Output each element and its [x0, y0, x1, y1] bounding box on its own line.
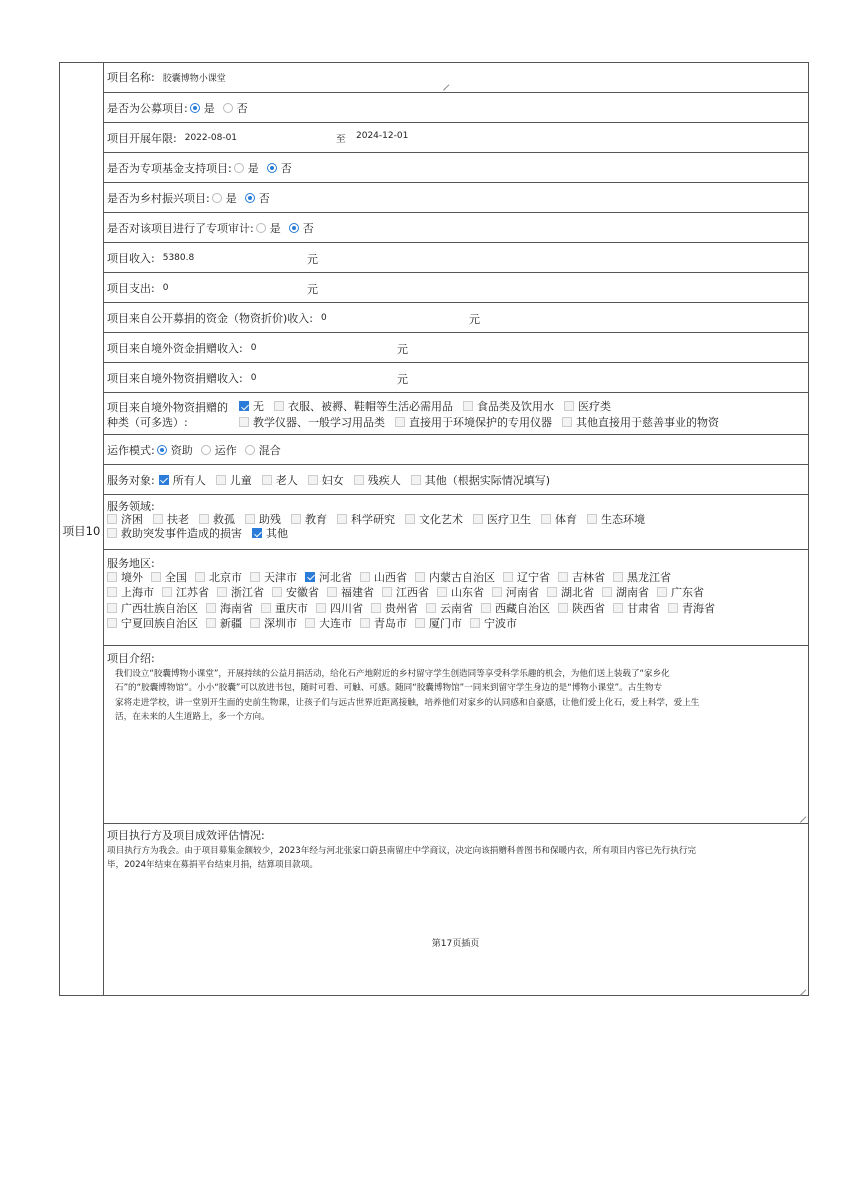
option-label: 全国 — [165, 570, 187, 584]
targets-label: 服务对象: — [107, 473, 155, 487]
option-label: 宁波市 — [484, 617, 517, 631]
period-end-field[interactable]: 2024-12-01 — [356, 131, 409, 141]
option-label: 教学仪器、一般学习用品类 — [253, 416, 385, 429]
special-fund-label: 是否为专项基金支持项目: — [107, 161, 232, 175]
checkbox-icon[interactable] — [153, 514, 163, 524]
checkbox-icon[interactable] — [316, 603, 326, 613]
checkbox-option[interactable] — [162, 584, 209, 600]
checkbox-option[interactable] — [558, 600, 605, 616]
goods-food-checkbox[interactable] — [463, 401, 473, 411]
option-label: 救孤 — [213, 513, 235, 526]
expense-row — [103, 273, 808, 303]
special-fund-yes-radio[interactable] — [234, 163, 244, 173]
goods-medical-checkbox[interactable] — [564, 401, 574, 411]
evaluation-row — [103, 824, 808, 996]
intro-row — [103, 646, 808, 824]
option-label: 混合 — [258, 443, 281, 457]
checkbox-icon[interactable] — [107, 528, 117, 538]
checkbox-option[interactable] — [262, 472, 298, 488]
checkbox-icon[interactable] — [272, 587, 282, 597]
checkbox-option[interactable] — [411, 472, 550, 488]
intro-line: 我们设立“胶囊博物小课堂”，开展持续的公益月捐活动，给化石产地附近的乡村留守学生创造同等享受科学乐趣的机会，为他们送上装载了“家乡化 — [115, 669, 670, 679]
option-label: 贵州省 — [385, 601, 418, 615]
checkbox-option[interactable] — [305, 569, 352, 585]
option-label: 生态环境 — [601, 513, 645, 526]
public-fundraising-row — [103, 93, 808, 123]
option-label: 云南省 — [440, 601, 473, 615]
option-label: 衣服、被褥、鞋帽等生活必需用品 — [288, 400, 453, 413]
checkbox-icon[interactable] — [162, 587, 172, 597]
page-note: 第17页插页 — [431, 939, 480, 949]
checkbox-icon[interactable] — [327, 587, 337, 597]
option-label: 湖南省 — [616, 586, 649, 600]
checkbox-option[interactable] — [261, 600, 308, 616]
public-funds-field[interactable]: 0 — [321, 312, 327, 323]
option-label: 境外 — [121, 570, 143, 584]
regions-label: 服务地区: — [107, 557, 155, 570]
option-label: 吉林省 — [572, 570, 605, 584]
intro-line: 家将走进学校，讲一堂别开生面的史前生物课，让孩子们与远古世界近距离接触，培养他们对家乡的认同感和自豪感，让他们爱上化石，爱上科学，爱上生 — [115, 697, 700, 708]
checkbox-option[interactable] — [107, 600, 198, 616]
checkbox-icon[interactable] — [382, 587, 392, 597]
option-label: 直接用于环境保护的专用仪器 — [409, 416, 552, 429]
rural-yes-radio[interactable] — [212, 193, 222, 203]
checkbox-option[interactable] — [337, 511, 395, 527]
evaluation-line: 毕，2024年结束在募捐平台结束月捐，结算项目款项。 — [107, 860, 318, 871]
checkbox-option[interactable] — [272, 584, 319, 600]
period-row — [103, 123, 808, 153]
foreign-funds-unit: 元 — [397, 343, 408, 356]
audit-label: 是否对该项目进行了专项审计: — [107, 221, 254, 235]
resize-handle-icon[interactable] — [443, 83, 449, 89]
checkbox-icon[interactable] — [250, 572, 260, 582]
goods-environment-checkbox[interactable] — [395, 417, 405, 427]
audit-row — [103, 213, 808, 243]
option-label: 大连市 — [319, 617, 352, 631]
fields-row — [103, 495, 808, 550]
resize-handle-icon[interactable] — [800, 815, 806, 821]
public-funds-row — [103, 303, 808, 333]
checkbox-icon[interactable] — [354, 475, 364, 485]
checkbox-option[interactable] — [159, 472, 206, 488]
option-label: 天津市 — [264, 570, 297, 584]
checkbox-icon[interactable] — [470, 618, 480, 628]
regions-line — [103, 616, 808, 632]
checkbox-icon[interactable] — [107, 587, 117, 597]
public-fundraising-no-radio[interactable] — [223, 103, 233, 113]
checkbox-option[interactable] — [354, 472, 401, 488]
goods-other-checkbox[interactable] — [562, 417, 572, 427]
checkbox-option[interactable] — [558, 569, 605, 585]
option-label: 山东省 — [451, 586, 484, 600]
regions-row — [103, 550, 808, 646]
checkbox-option[interactable] — [206, 615, 242, 631]
intro-line: 石”的“胶囊博物馆”。小小“胶囊”可以放进书包，随时可看、可触、可感。随同“胶囊博物馆”一同来到留守学生身边的是“博物小课堂”。古生物专 — [115, 683, 663, 694]
checkbox-option[interactable] — [216, 472, 252, 488]
checkbox-icon[interactable] — [503, 572, 513, 582]
checkbox-option[interactable] — [371, 600, 418, 616]
option-label: 黑龙江省 — [627, 570, 671, 584]
period-start-field[interactable]: 2022-08-01 — [184, 132, 238, 143]
option-label: 河南省 — [506, 586, 539, 600]
no-label: 否 — [236, 101, 248, 115]
option-label: 青岛市 — [374, 617, 407, 631]
yes-label: 是 — [225, 191, 237, 205]
checkbox-option[interactable] — [405, 511, 463, 527]
checkbox-icon[interactable] — [547, 587, 557, 597]
option-label: 其他（根据实际情况填写) — [424, 473, 551, 487]
checked-checkbox-icon[interactable] — [305, 572, 315, 582]
option-label: 济困 — [121, 513, 143, 526]
checkbox-option[interactable] — [657, 584, 704, 600]
checkbox-icon[interactable] — [558, 572, 568, 582]
operation-grant-radio[interactable] — [157, 445, 167, 455]
option-label: 助残 — [259, 513, 281, 526]
public-fundraising-yes-radio[interactable] — [190, 103, 200, 113]
checkbox-icon[interactable] — [195, 572, 205, 582]
income-unit: 元 — [307, 253, 318, 266]
option-label: 科学研究 — [351, 513, 395, 526]
expense-unit: 元 — [307, 283, 318, 296]
checkbox-option[interactable] — [426, 600, 473, 616]
project-name-field[interactable]: 胶囊博物小课堂 — [162, 73, 226, 84]
option-label: 老人 — [275, 473, 298, 487]
option-label: 广东省 — [671, 586, 704, 600]
checkbox-icon[interactable] — [107, 514, 117, 524]
option-label: 残疾人 — [367, 473, 401, 487]
fields-line-1 — [103, 512, 808, 526]
option-label: 江西省 — [396, 586, 429, 600]
option-label: 文化艺术 — [419, 513, 463, 526]
option-label: 所有人 — [172, 473, 206, 487]
checkbox-option[interactable] — [360, 615, 407, 631]
checkbox-icon[interactable] — [481, 603, 491, 613]
goods-types-line-1 — [239, 398, 621, 414]
checkbox-option[interactable] — [250, 615, 297, 631]
project-form — [59, 62, 809, 996]
checkbox-icon[interactable] — [216, 475, 226, 485]
checkbox-option[interactable] — [547, 584, 594, 600]
option-label: 内蒙古自治区 — [429, 570, 495, 584]
checkbox-option[interactable] — [305, 615, 352, 631]
option-label: 新疆 — [220, 617, 242, 631]
checkbox-icon[interactable] — [415, 572, 425, 582]
goods-types-label-2: 种类（可多选）: — [107, 416, 188, 429]
option-label: 救助突发事件造成的损害 — [121, 527, 242, 540]
checkbox-option[interactable] — [107, 584, 154, 600]
foreign-goods-row — [103, 363, 808, 393]
no-label: 否 — [302, 221, 314, 235]
period-separator: 至 — [336, 134, 346, 145]
intro-line: 活，在未来的人生道路上，多一个方向。 — [115, 711, 270, 722]
checkbox-icon[interactable] — [199, 514, 209, 524]
option-label: 体育 — [555, 513, 577, 526]
option-label: 安徽省 — [286, 586, 319, 600]
checkbox-icon[interactable] — [291, 514, 301, 524]
checkbox-option[interactable] — [316, 600, 363, 616]
foreign-funds-label: 项目来自境外资金捐赠收入: — [107, 341, 243, 355]
side-label-cell — [60, 63, 104, 995]
checkbox-option[interactable] — [481, 600, 550, 616]
checkbox-option[interactable] — [308, 472, 344, 488]
option-label: 北京市 — [209, 570, 242, 584]
option-label: 妇女 — [321, 473, 344, 487]
checkbox-option[interactable] — [327, 584, 374, 600]
yes-label: 是 — [247, 161, 259, 175]
special-fund-row — [103, 153, 808, 183]
checkbox-icon[interactable] — [415, 618, 425, 628]
evaluation-text[interactable] — [103, 844, 808, 873]
option-label: 医疗类 — [578, 400, 611, 413]
checkbox-icon[interactable] — [107, 603, 117, 613]
income-label: 项目收入: — [107, 251, 155, 265]
checkbox-option[interactable] — [252, 525, 288, 541]
checkbox-icon[interactable] — [262, 475, 272, 485]
resize-handle-icon[interactable] — [800, 988, 806, 994]
option-label: 运作 — [214, 443, 237, 457]
no-label: 否 — [258, 191, 270, 205]
option-label: 福建省 — [341, 586, 374, 600]
option-label: 上海市 — [121, 586, 154, 600]
yes-label: 是 — [269, 221, 281, 235]
option-label: 食品类及饮用水 — [477, 400, 554, 413]
goods-types-label-1: 项目来自境外物资捐赠的 — [107, 401, 228, 414]
checkbox-icon[interactable] — [360, 618, 370, 628]
checkbox-option[interactable] — [437, 584, 484, 600]
option-label: 医疗卫生 — [487, 513, 531, 526]
checkbox-option[interactable] — [206, 600, 253, 616]
checkbox-option[interactable] — [415, 615, 462, 631]
checkbox-option[interactable] — [107, 525, 242, 541]
evaluation-line: 项目执行方为我会。由于项目募集金额较少，2023年经与河北张家口蔚县南留庄中学商议，决定向该捐赠科普图书和保暖内衣，所有项目内容已先行执行完 — [107, 846, 697, 856]
income-field[interactable]: 5380.8 — [162, 252, 195, 263]
checked-checkbox-icon[interactable] — [159, 475, 169, 485]
option-label: 深圳市 — [264, 617, 297, 631]
public-funds-label: 项目来自公开募捐的资金（物资折价)收入: — [107, 311, 313, 325]
checkbox-option[interactable] — [250, 569, 297, 585]
checkbox-icon[interactable] — [371, 603, 381, 613]
checkbox-icon[interactable] — [657, 587, 667, 597]
operation-row — [103, 435, 808, 465]
checkbox-option[interactable] — [151, 569, 187, 585]
checkbox-icon[interactable] — [107, 572, 117, 582]
checkbox-option[interactable] — [587, 511, 645, 527]
regions-line — [103, 600, 808, 616]
checkbox-icon[interactable] — [245, 514, 255, 524]
option-label: 广西壮族自治区 — [121, 601, 198, 615]
project-name-row — [103, 63, 808, 93]
option-label: 西藏自治区 — [495, 601, 550, 615]
option-label: 山西省 — [374, 570, 407, 584]
project-name-label: 项目名称: — [107, 71, 155, 84]
foreign-funds-row — [103, 333, 808, 363]
goods-types-line-2 — [239, 414, 729, 430]
checkbox-icon[interactable] — [492, 587, 502, 597]
checkbox-option[interactable] — [668, 600, 715, 616]
checkbox-icon[interactable] — [668, 603, 678, 613]
checked-checkbox-icon[interactable] — [252, 528, 262, 538]
checkbox-option[interactable] — [492, 584, 539, 600]
checkbox-option[interactable] — [291, 511, 327, 527]
fields-line-2 — [103, 526, 808, 540]
fields-label: 服务领域: — [107, 500, 155, 513]
period-label: 项目开展年限: — [107, 131, 177, 145]
checkbox-option[interactable] — [415, 569, 495, 585]
intro-label: 项目介绍: — [107, 652, 155, 665]
option-label: 海南省 — [220, 601, 253, 615]
public-fundraising-label: 是否为公募项目: — [107, 101, 188, 115]
regions-line — [103, 585, 808, 601]
checkbox-icon[interactable] — [151, 572, 161, 582]
checkbox-icon[interactable] — [613, 603, 623, 613]
option-label: 河北省 — [319, 570, 352, 584]
checkbox-icon[interactable] — [541, 514, 551, 524]
option-label: 辽宁省 — [517, 570, 550, 584]
rural-row — [103, 183, 808, 213]
checkbox-icon[interactable] — [587, 514, 597, 524]
checkbox-option[interactable] — [541, 511, 577, 527]
checkbox-icon[interactable] — [217, 587, 227, 597]
checkbox-icon[interactable] — [473, 514, 483, 524]
foreign-goods-label: 项目来自境外物资捐赠收入: — [107, 371, 243, 385]
checkbox-icon[interactable] — [613, 572, 623, 582]
option-label: 厦门市 — [429, 617, 462, 631]
option-label: 重庆市 — [275, 601, 308, 615]
special-fund-no-radio[interactable] — [267, 163, 277, 173]
no-label: 否 — [280, 161, 292, 175]
option-label: 其他直接用于慈善事业的物资 — [576, 416, 719, 429]
operation-run-radio[interactable] — [201, 445, 211, 455]
option-label: 教育 — [305, 513, 327, 526]
checkbox-icon[interactable] — [426, 603, 436, 613]
option-label: 陕西省 — [572, 601, 605, 615]
checkbox-option[interactable] — [195, 569, 242, 585]
yes-label: 是 — [203, 101, 215, 115]
option-label: 四川省 — [330, 601, 363, 615]
option-label: 浙江省 — [231, 586, 264, 600]
expense-field[interactable]: 0 — [162, 282, 169, 293]
checkbox-icon[interactable] — [261, 603, 271, 613]
checkbox-option[interactable] — [602, 584, 649, 600]
rural-no-radio[interactable] — [245, 193, 255, 203]
checkbox-option[interactable] — [613, 569, 671, 585]
checkbox-option[interactable] — [470, 615, 517, 631]
project-number-label: 项目10 — [62, 524, 101, 538]
checkbox-icon[interactable] — [405, 514, 415, 524]
checkbox-icon[interactable] — [107, 618, 117, 628]
option-label: 宁夏回族自治区 — [121, 617, 198, 631]
public-funds-unit: 元 — [469, 313, 480, 326]
goods-none-checkbox[interactable] — [239, 401, 249, 411]
goods-types-row — [103, 393, 808, 435]
checkbox-option[interactable] — [382, 584, 429, 600]
checkbox-option[interactable] — [217, 584, 264, 600]
checkbox-icon[interactable] — [308, 475, 318, 485]
form-rows — [103, 63, 808, 995]
evaluation-label: 项目执行方及项目成效评估情况: — [107, 829, 265, 842]
checkbox-option[interactable] — [613, 600, 660, 616]
goods-teaching-checkbox[interactable] — [239, 417, 249, 427]
option-label: 江苏省 — [176, 586, 209, 600]
checkbox-option[interactable] — [360, 569, 407, 585]
checkbox-icon[interactable] — [206, 603, 216, 613]
checkbox-icon[interactable] — [602, 587, 612, 597]
checkbox-icon[interactable] — [206, 618, 216, 628]
checkbox-icon[interactable] — [360, 572, 370, 582]
rural-label: 是否为乡村振兴项目: — [107, 191, 210, 205]
option-label: 其他 — [266, 527, 288, 540]
checkbox-icon[interactable] — [337, 514, 347, 524]
audit-yes-radio[interactable] — [256, 223, 266, 233]
checkbox-icon[interactable] — [437, 587, 447, 597]
checkbox-icon[interactable] — [305, 618, 315, 628]
checkbox-icon[interactable] — [558, 603, 568, 613]
foreign-goods-field[interactable]: 0 — [250, 372, 257, 383]
foreign-funds-field[interactable]: 0 — [250, 342, 257, 353]
option-label: 儿童 — [229, 473, 252, 487]
foreign-goods-unit: 元 — [397, 373, 408, 386]
option-label: 青海省 — [682, 601, 715, 615]
intro-text[interactable] — [103, 667, 808, 724]
goods-clothing-checkbox[interactable] — [274, 401, 284, 411]
checkbox-option[interactable] — [107, 569, 143, 585]
option-label: 资助 — [170, 443, 193, 457]
checkbox-icon[interactable] — [250, 618, 260, 628]
expense-label: 项目支出: — [107, 281, 155, 295]
checkbox-option[interactable] — [107, 615, 198, 631]
operation-label: 运作模式: — [107, 443, 155, 457]
option-label: 扶老 — [167, 513, 189, 526]
checkbox-option[interactable] — [503, 569, 550, 585]
regions-line — [103, 569, 808, 585]
operation-mixed-radio[interactable] — [245, 445, 255, 455]
option-label: 湖北省 — [561, 586, 594, 600]
income-row — [103, 243, 808, 273]
checkbox-option[interactable] — [473, 511, 531, 527]
option-label: 无 — [253, 400, 264, 413]
option-label: 甘肃省 — [627, 601, 660, 615]
audit-no-radio[interactable] — [289, 223, 299, 233]
checkbox-icon[interactable] — [411, 475, 421, 485]
targets-row — [103, 465, 808, 495]
